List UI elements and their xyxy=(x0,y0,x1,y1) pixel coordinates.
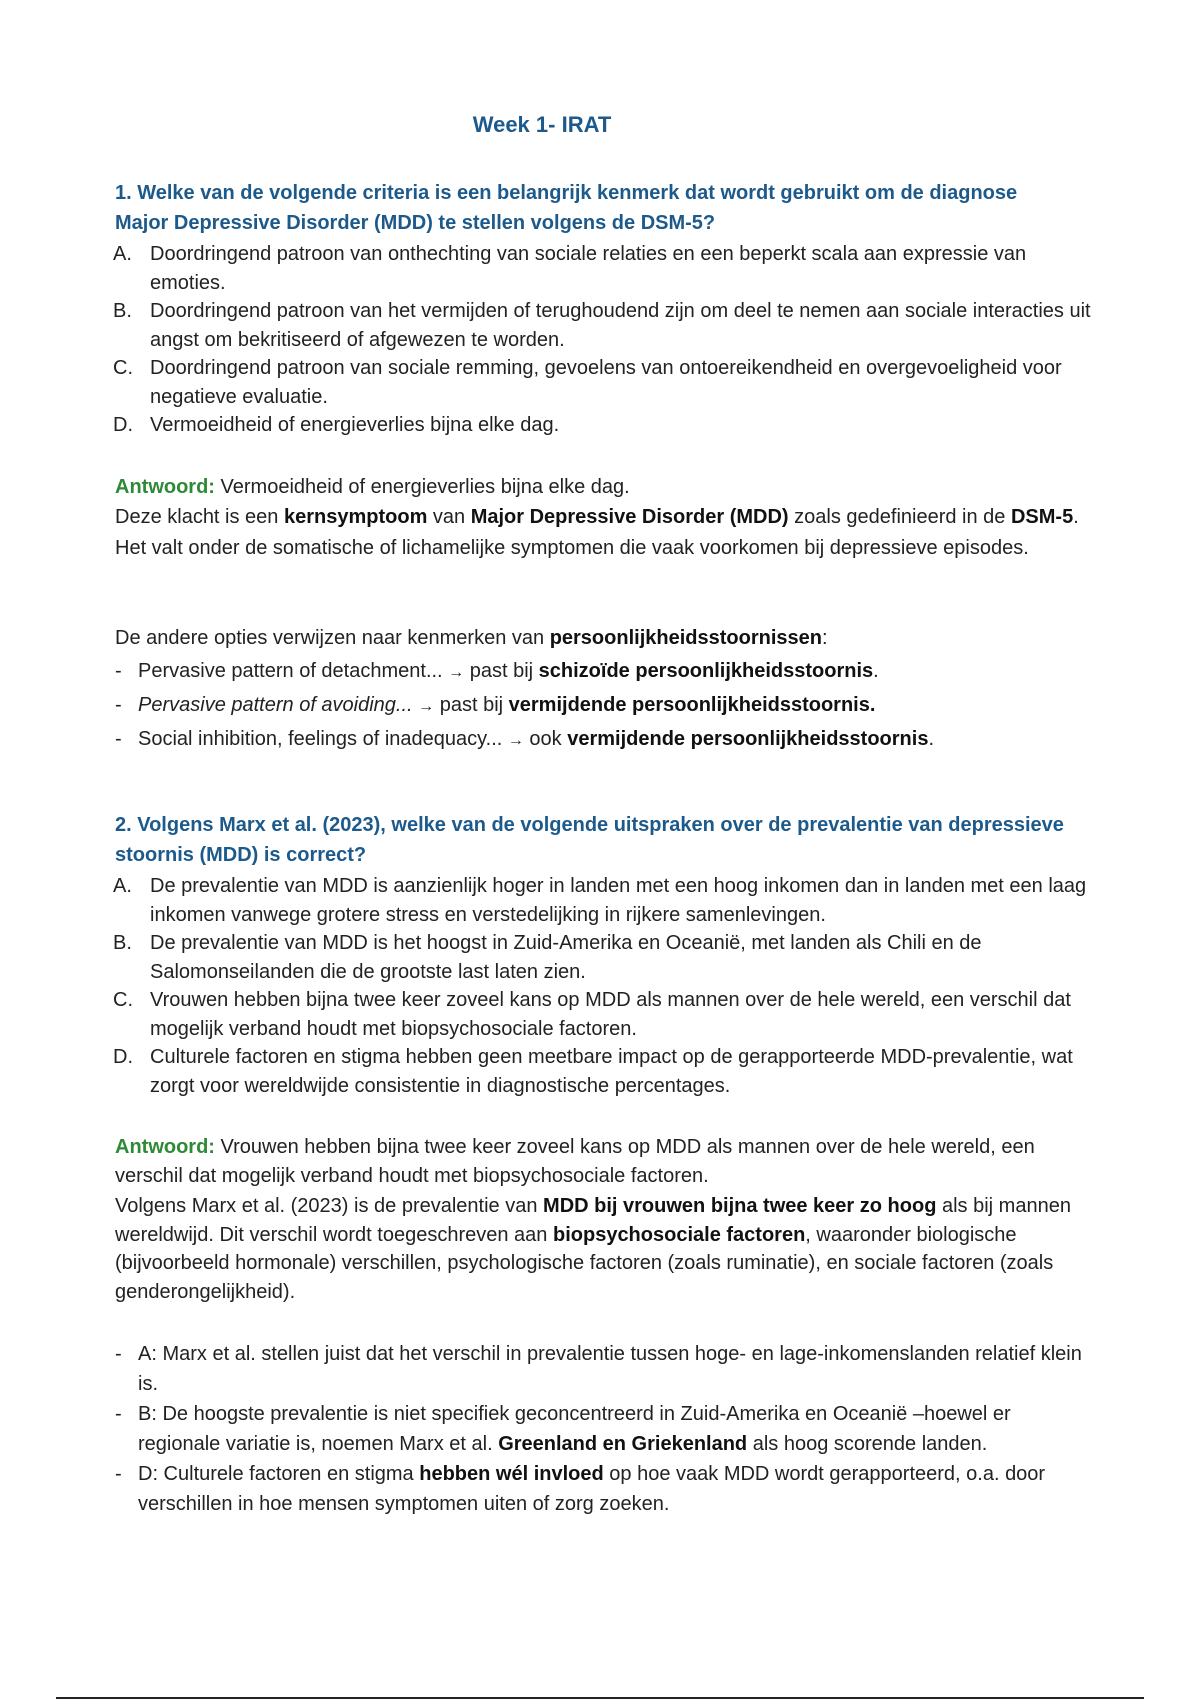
answer-2 xyxy=(115,1133,1090,1190)
explanation-2 xyxy=(115,1192,1090,1306)
option-letter: D. xyxy=(113,1046,133,1068)
question-2-bullets xyxy=(115,1339,1095,1519)
intro-text: : xyxy=(821,627,828,649)
explanation-text: Volgens Marx et al. (2023) is de prevalentie van xyxy=(115,1195,544,1217)
bullet-item xyxy=(115,655,1095,689)
explanation-bold: biopsychosociale factoren xyxy=(552,1223,806,1246)
bullet-text: ook xyxy=(523,728,568,750)
option-letter: A. xyxy=(113,875,132,897)
bullet-dash: - xyxy=(115,728,122,750)
question-1: 1. Welke van de volgende criteria is een belangrijk kenmerk dat wordt gebruikt om de diagnose Major Depressive Disorder (MDD) te stellen volgens de DSM-5? xyxy=(115,182,1018,234)
bullet-bold: schizoïde persoonlijkheidsstoornis xyxy=(538,660,874,682)
bullet-text: past bij xyxy=(464,660,539,682)
question-1-options xyxy=(113,240,1093,440)
answer-1 xyxy=(115,472,1090,503)
option-text: Vrouwen hebben bijna twee keer zoveel kans op MDD als mannen over de hele wereld, een verschil dat mogelijk verband houdt met biopsychosociale factoren. xyxy=(150,989,1071,1040)
bullet-text: als hoog scorende landen. xyxy=(747,1433,988,1455)
bullet-text: Pervasive pattern of avoiding... xyxy=(138,694,413,716)
option-text: Doordringend patroon van het vermijden of terughoudend zijn om deel te nemen aan sociale interacties uit angst om bekritiseerd of afgewezen te worden. xyxy=(150,300,1091,351)
bullet-text: op hoe vaak MDD wordt gerapporteerd, o.a. door verschillen in hoe mensen symptomen uiten of zorg zoeken. xyxy=(138,1463,1046,1515)
bullet-bold: vermijdende persoonlijkheidsstoornis xyxy=(567,728,929,750)
explanation-bold: Major Depressive Disorder (MDD) xyxy=(470,506,789,528)
option-letter: D. xyxy=(113,414,133,436)
explanation-bold: MDD bij vrouwen bijna twee keer zo hoog xyxy=(543,1195,937,1217)
bullet-item xyxy=(115,1399,1095,1459)
explanation-1 xyxy=(115,502,1090,564)
option-a xyxy=(113,872,1093,929)
question-2: 2. Volgens Marx et al. (2023), welke van de volgende uitspraken over de prevalentie van depressieve stoornis (MDD) is correct? xyxy=(115,814,1064,866)
bullet-item xyxy=(115,689,1095,723)
option-b xyxy=(113,929,1093,986)
answer-label: Antwoord: xyxy=(115,476,215,498)
explanation-text: van xyxy=(427,506,471,528)
arrow-icon: → xyxy=(418,698,435,715)
option-text: Vermoeidheid of energieverlies bijna elke dag. xyxy=(150,414,560,436)
bullet-item xyxy=(115,723,1095,757)
explanation-text: . Het valt onder de somatische of lichamelijke symptomen die vaak voorkomen bij depressieve episodes. xyxy=(115,506,1079,559)
page-title: Week 1- IRAT xyxy=(472,112,612,137)
explanation-bold: kernsymptoom xyxy=(283,506,428,528)
option-letter: A. xyxy=(113,243,132,265)
bullet-text: B: De hoogste prevalentie is niet specifiek geconcentreerd in Zuid-Amerika en Oceanië –hoewel er regionale variatie is, noemen Marx et al. xyxy=(138,1403,1011,1455)
intro-text: De andere opties verwijzen naar kenmerken van xyxy=(115,627,550,649)
option-text: Culturele factoren en stigma hebben geen meetbare impact op de gerapporteerde MDD-prevalentie, wat zorgt voor wereldwijde consistentie in diagnostische percentages. xyxy=(150,1046,1073,1097)
bullet-dash: - xyxy=(115,1463,122,1485)
bullet-text: Pervasive pattern of detachment... xyxy=(138,660,443,682)
bullet-dash: - xyxy=(115,1403,122,1425)
question-1-bullets xyxy=(115,655,1095,757)
explanation-text: , waaronder biologische (bijvoorbeeld hormonale) verschillen, psychologische factoren (zoals ruminatie), en sociale factoren (zoals genderongelijkheid). xyxy=(115,1223,1054,1303)
explanation-text: zoals gedefinieerd in de xyxy=(788,506,1011,528)
question-2-options xyxy=(113,872,1093,1100)
bullet-text: . xyxy=(873,660,879,682)
answer-text: Vermoeidheid of energieverlies bijna elke dag. xyxy=(214,476,630,498)
bottom-divider xyxy=(56,1697,1144,1699)
arrow-icon: → xyxy=(507,732,524,749)
explanation-bold: DSM-5 xyxy=(1010,506,1074,528)
bullet-bold: hebben wél invloed xyxy=(419,1463,604,1485)
explanation-text: als bij mannen wereldwijd. Dit verschil wordt toegeschreven aan xyxy=(115,1195,1071,1246)
bullet-dash: - xyxy=(115,660,122,682)
bullet-dash: - xyxy=(115,1343,122,1365)
bullet-item xyxy=(115,1339,1095,1399)
bullet-bold: Greenland en Griekenland xyxy=(498,1433,748,1455)
bullet-text: . xyxy=(928,728,934,750)
option-text: Doordringend patroon van onthechting van sociale relaties en een beperkt scala aan expressie van emoties. xyxy=(150,243,1027,294)
bullet-text: Social inhibition, feelings of inadequacy... xyxy=(138,728,503,750)
bullet-text: D: Culturele factoren en stigma xyxy=(138,1463,420,1485)
option-c xyxy=(113,986,1093,1043)
bullet-text: past bij xyxy=(434,694,509,716)
option-a xyxy=(113,240,1093,297)
explanation-text: Deze klacht is een xyxy=(115,506,284,528)
option-letter: C. xyxy=(113,357,133,379)
answer-label: Antwoord: xyxy=(115,1136,215,1158)
bullet-item xyxy=(115,1459,1095,1519)
option-letter: B. xyxy=(113,932,132,954)
bullet-bold: vermijdende persoonlijkheidsstoornis. xyxy=(508,694,876,716)
option-text: De prevalentie van MDD is aanzienlijk hoger in landen met een hoog inkomen dan in landen met een laag inkomen vanwege grotere stress en verstedelijking in rijkere samenlevingen. xyxy=(150,875,1087,926)
other-options-intro xyxy=(115,623,1090,654)
bullet-dash: - xyxy=(115,694,122,716)
answer-text: Vrouwen hebben bijna twee keer zoveel kans op MDD als mannen over de hele wereld, een verschil dat mogelijk verband houdt met biopsychosociale factoren. xyxy=(115,1136,1035,1187)
option-text: Doordringend patroon van sociale remming, gevoelens van ontoereikendheid en overgevoeligheid voor negatieve evaluatie. xyxy=(150,357,1062,408)
option-d xyxy=(113,1043,1093,1100)
option-c xyxy=(113,354,1093,411)
option-letter: B. xyxy=(113,300,132,322)
bullet-text: A: Marx et al. stellen juist dat het verschil in prevalentie tussen hoge- en lage-inkomenslanden relatief klein is. xyxy=(138,1343,1082,1395)
option-letter: C. xyxy=(113,989,133,1011)
option-d xyxy=(113,411,1093,440)
option-text: De prevalentie van MDD is het hoogst in Zuid-Amerika en Oceanië, met landen als Chili en de Salomonseilanden die de grootste last laten zien. xyxy=(150,932,982,983)
arrow-icon: → xyxy=(448,664,465,681)
intro-bold: persoonlijkheidsstoornissen xyxy=(549,627,822,649)
option-b xyxy=(113,297,1093,354)
